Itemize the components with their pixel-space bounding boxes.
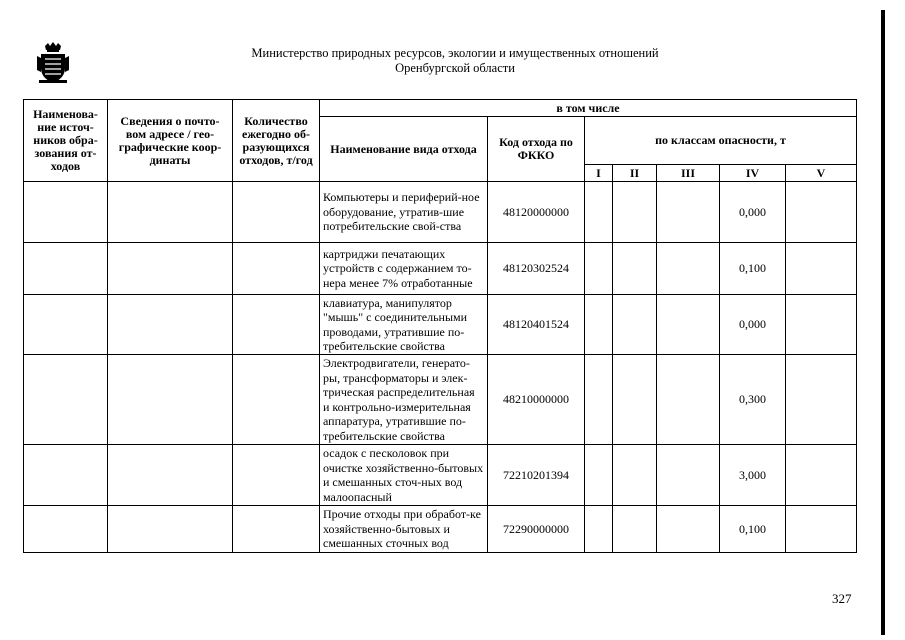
class-iii-cell bbox=[657, 295, 720, 355]
waste-name-cell: Прочие отходы при обработ-ке хозяйственно-бытовых и смешанных сточных вод bbox=[320, 506, 488, 553]
quantity-cell bbox=[233, 445, 320, 506]
fkko-code-cell: 72210201394 bbox=[488, 445, 585, 506]
address-cell bbox=[108, 445, 233, 506]
header-including: в том числе bbox=[320, 100, 857, 117]
class-iv-cell: 0,100 bbox=[720, 506, 786, 553]
header-class-i: I bbox=[585, 165, 613, 182]
source-cell bbox=[24, 355, 108, 445]
address-cell bbox=[108, 295, 233, 355]
header-source: Наименова-ние источ-ников обра-зования от-ходов bbox=[24, 100, 108, 182]
class-iii-cell bbox=[657, 506, 720, 553]
waste-name-cell: Электродвигатели, генерато-ры, трансформаторы и элек-трическая распределительная и контрольно-измерительная аппаратура, утратившие по-требительские свойства bbox=[320, 355, 488, 445]
quantity-cell bbox=[233, 182, 320, 243]
class-ii-cell bbox=[613, 182, 657, 243]
address-cell bbox=[108, 506, 233, 553]
ministry-name: Министерство природных ресурсов, экологии и имущественных отношений bbox=[251, 46, 659, 60]
header-class-v: V bbox=[786, 165, 857, 182]
address-cell bbox=[108, 355, 233, 445]
table-row bbox=[24, 295, 857, 355]
class-v-cell bbox=[786, 355, 857, 445]
class-i-cell bbox=[585, 295, 613, 355]
table-row bbox=[24, 243, 857, 295]
header-class-iii: III bbox=[657, 165, 720, 182]
class-i-cell bbox=[585, 243, 613, 295]
document-header bbox=[150, 46, 760, 76]
fkko-code-cell: 48120000000 bbox=[488, 182, 585, 243]
source-cell bbox=[24, 295, 108, 355]
header-quantity: Количество ежегодно об-разующихся отходов, т/год bbox=[233, 100, 320, 182]
header-class-iv: IV bbox=[720, 165, 786, 182]
table-row bbox=[24, 506, 857, 553]
class-iii-cell bbox=[657, 243, 720, 295]
quantity-cell bbox=[233, 295, 320, 355]
header-hazard-classes: по классам опасности, т bbox=[585, 117, 857, 165]
waste-name-cell: картриджи печатающих устройств с содержанием то-нера менее 7% отработанные bbox=[320, 243, 488, 295]
waste-name-cell: Компьютеры и периферий-ное оборудование, утратив-шие потребительские свой-ства bbox=[320, 182, 488, 243]
class-i-cell bbox=[585, 355, 613, 445]
source-cell bbox=[24, 506, 108, 553]
class-v-cell bbox=[786, 243, 857, 295]
class-v-cell bbox=[786, 182, 857, 243]
table-row bbox=[24, 445, 857, 506]
quantity-cell bbox=[233, 506, 320, 553]
address-cell bbox=[108, 182, 233, 243]
fkko-code-cell: 48120302524 bbox=[488, 243, 585, 295]
class-ii-cell bbox=[613, 243, 657, 295]
class-ii-cell bbox=[613, 445, 657, 506]
quantity-cell bbox=[233, 243, 320, 295]
source-cell bbox=[24, 445, 108, 506]
class-v-cell bbox=[786, 506, 857, 553]
class-iv-cell: 3,000 bbox=[720, 445, 786, 506]
class-iv-cell: 0,000 bbox=[720, 182, 786, 243]
class-iv-cell: 0,100 bbox=[720, 243, 786, 295]
quantity-cell bbox=[233, 355, 320, 445]
fkko-code-cell: 48120401524 bbox=[488, 295, 585, 355]
class-iii-cell bbox=[657, 355, 720, 445]
source-cell bbox=[24, 182, 108, 243]
class-iv-cell: 0,000 bbox=[720, 295, 786, 355]
class-ii-cell bbox=[613, 295, 657, 355]
waste-name-cell: клавиатура, манипулятор "мышь" с соединительными проводами, утратившие по-требительские свойства bbox=[320, 295, 488, 355]
class-i-cell bbox=[585, 182, 613, 243]
source-cell bbox=[24, 243, 108, 295]
fkko-code-cell: 48210000000 bbox=[488, 355, 585, 445]
class-i-cell bbox=[585, 506, 613, 553]
class-ii-cell bbox=[613, 506, 657, 553]
address-cell bbox=[108, 243, 233, 295]
waste-table bbox=[23, 99, 857, 553]
table-row bbox=[24, 355, 857, 445]
orenburg-coat-of-arms-icon bbox=[36, 42, 70, 84]
fkko-code-cell: 72290000000 bbox=[488, 506, 585, 553]
page-number: 327 bbox=[832, 591, 852, 606]
waste-name-cell: осадок с песколовок при очистке хозяйственно-бытовых и смешанных сточ-ных вод малоопасный bbox=[320, 445, 488, 506]
class-ii-cell bbox=[613, 355, 657, 445]
header-waste-name: Наименование вида отхода bbox=[320, 117, 488, 182]
class-v-cell bbox=[786, 295, 857, 355]
header-address: Сведения о почто-вом адресе / гео-графические коор-динаты bbox=[108, 100, 233, 182]
header-class-ii: II bbox=[613, 165, 657, 182]
region-name: Оренбургской области bbox=[395, 61, 515, 75]
class-v-cell bbox=[786, 445, 857, 506]
class-iv-cell: 0,300 bbox=[720, 355, 786, 445]
class-i-cell bbox=[585, 445, 613, 506]
class-iii-cell bbox=[657, 182, 720, 243]
scan-edge-bar bbox=[881, 10, 885, 635]
table-row bbox=[24, 182, 857, 243]
class-iii-cell bbox=[657, 445, 720, 506]
header-fkko-code: Код отхода по ФККО bbox=[488, 117, 585, 182]
